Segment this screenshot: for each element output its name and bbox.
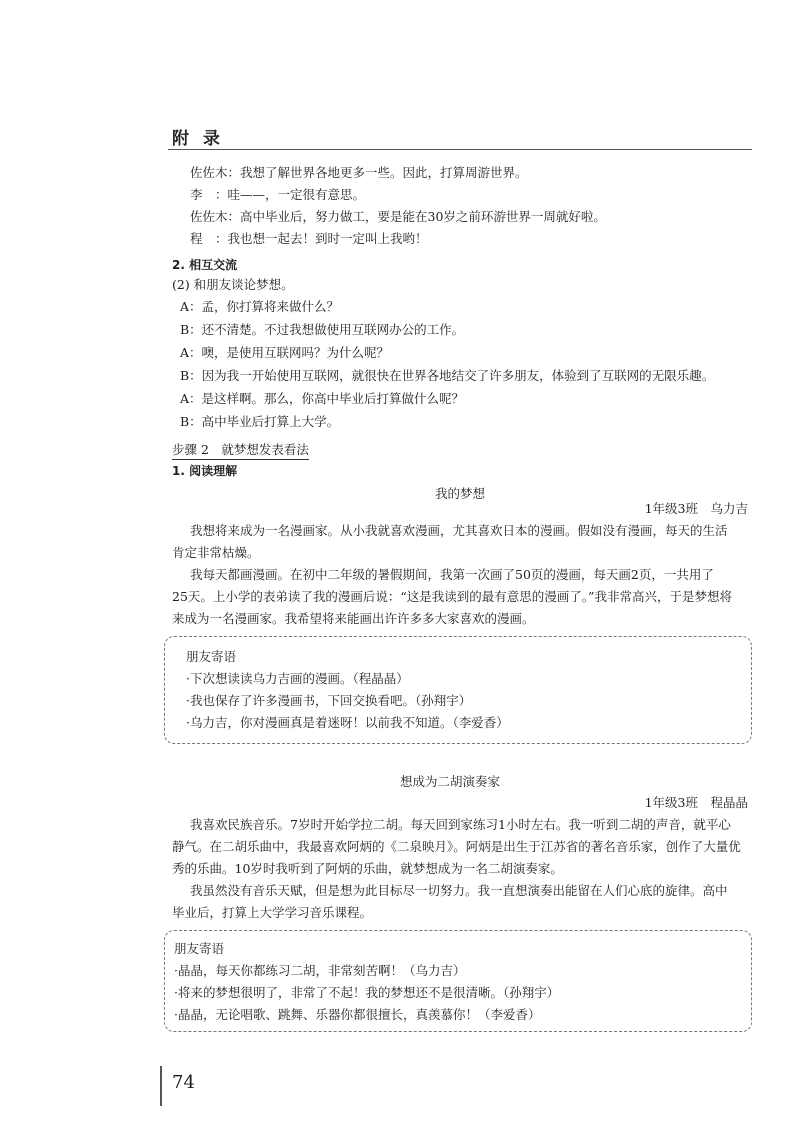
comment-item: ·晶晶，无论唱歌、跳舞、乐器你都很擅长，真羡慕你！（李爱香）: [174, 1007, 541, 1022]
section-heading: 2. 相互交流: [172, 258, 238, 272]
comment-item: ·乌力吉，你对漫画真是着迷呀！以前我不知道。（李爱香）: [186, 715, 509, 730]
dialogue1-line: 佐佐木：我想了解世界各地更多一些。因此，打算周游世界。: [190, 165, 528, 180]
essay2-title: 想成为二胡演奏家: [399, 774, 500, 789]
comment-item: ·我也保存了许多漫画书，下回交换看吧。（孙翔宇）: [186, 693, 472, 708]
page-number-bar: [160, 1066, 162, 1106]
essay2-line: 秀的乐曲。10岁时我听到了阿炳的乐曲，就梦想成为一名二胡演奏家。: [172, 861, 563, 876]
essay2-line: 我喜欢民族音乐。7岁时开始学拉二胡。每天回到家练习1小时左右。我一听到二胡的声音，就平心: [190, 817, 731, 832]
section-subheading: (2) 和朋友谈论梦想。: [172, 277, 294, 292]
dialogue1-line: 佐佐木：高中毕业后，努力做工，要是能在30岁之前环游世界一周就好啦。: [190, 209, 606, 224]
step-heading: 步骤 2 就梦想发表看法: [172, 440, 309, 460]
essay1-line: 我每天都画漫画。在初中二年级的暑假期间，我第一次画了50页的漫画，每天画2页，一共用了: [190, 567, 714, 582]
dialogue2-line: B：高中毕业后打算上大学。: [180, 414, 340, 429]
dialogue1-line: 李 ：哇——，一定很有意思。: [190, 187, 366, 202]
dialogue2-line: B：还不清楚。不过我想做使用互联网办公的工作。: [180, 322, 465, 337]
comment-item: ·晶晶，每天你都练习二胡，非常刻苦啊！（乌力吉）: [174, 963, 466, 978]
page-header-title: 附 录: [172, 129, 224, 149]
dialogue2-line: A：孟，你打算将来做什么？: [180, 299, 340, 314]
comment-item: ·下次想读读乌力吉画的漫画。（程晶晶）: [186, 671, 409, 686]
essay2-line: 静气。在二胡乐曲中，我最喜欢阿炳的《二泉映月》。阿炳是出生于江苏省的著名音乐家，创作了大量优: [172, 839, 741, 854]
step-subheading: 1. 阅读理解: [172, 464, 238, 478]
comment-item: ·将来的梦想很明了，非常了不起！我的梦想还不是很清晰。（孙翔宇）: [174, 985, 560, 1000]
essay1-line: 来成为一名漫画家。我希望将来能画出许许多多大家喜欢的漫画。: [172, 611, 535, 626]
comments1-heading: 朋友寄语: [186, 649, 237, 664]
essay2-author: 1年级3班 程晶晶: [644, 795, 748, 810]
essay2-line: 我虽然没有音乐天赋，但是想为此目标尽一切努力。我一直想演奏出能留在人们心底的旋律。高中: [190, 883, 728, 898]
dialogue2-line: A：噢，是使用互联网吗？为什么呢？: [180, 345, 390, 360]
essay1-author: 1年级3班 乌力吉: [644, 501, 748, 516]
dialogue2-line: B：因为我一开始使用互联网，就很快在世界各地结交了许多朋友，体验到了互联网的无限乐趣。: [180, 368, 715, 383]
dialogue2-line: A：是这样啊。那么，你高中毕业后打算做什么呢？: [180, 391, 465, 406]
dialogue1-line: 程 ：我也想一起去！到时一定叫上我哟！: [190, 231, 428, 246]
essay2-line: 毕业后，打算上大学学习音乐课程。: [172, 905, 373, 920]
essay1-line: 25天。上小学的表弟读了我的漫画后说：“这是我读到的最有意思的漫画了。”我非常高兴，于是梦想将: [172, 589, 732, 604]
essay1-title: 我的梦想: [434, 486, 485, 501]
essay1-line: 我想将来成为一名漫画家。从小我就喜欢漫画，尤其喜欢日本的漫画。假如没有漫画，每天的生活: [190, 523, 728, 538]
comments2-heading: 朋友寄语: [174, 941, 225, 956]
header-divider: [168, 149, 752, 150]
essay1-line: 肯定非常枯燥。: [172, 545, 260, 560]
page-number: 74: [172, 1072, 195, 1093]
